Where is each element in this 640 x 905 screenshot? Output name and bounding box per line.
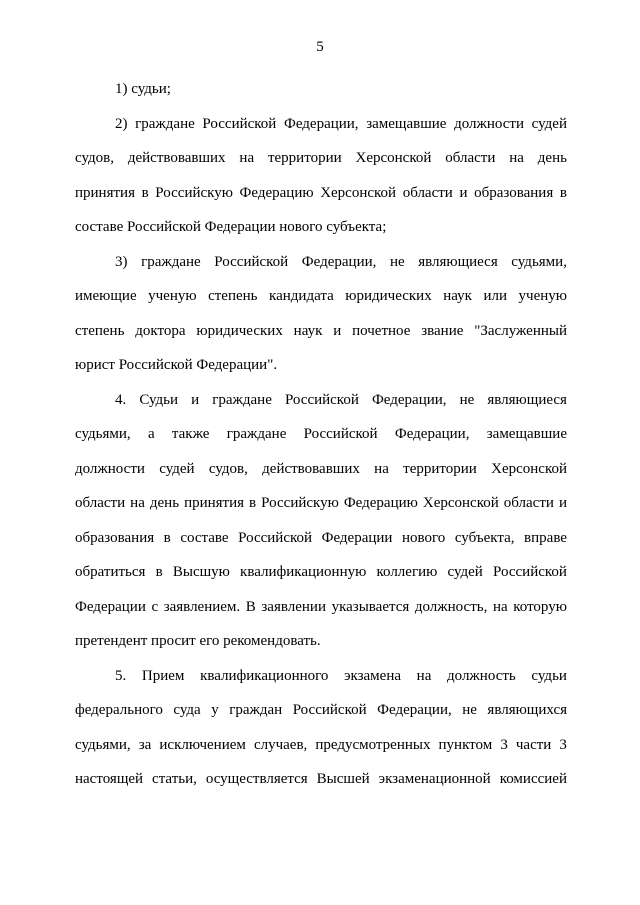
text-line [75, 728, 567, 763]
word: 3 [500, 736, 508, 753]
word: или [483, 288, 508, 304]
word: коллегию [376, 564, 438, 580]
text-line [75, 659, 567, 694]
word: Федерации, [371, 391, 447, 408]
paragraph-5 [75, 659, 567, 797]
word: судей [159, 460, 195, 477]
word: образования [75, 529, 155, 546]
word: территории [267, 150, 342, 166]
word: судьями, [75, 736, 131, 753]
word: у [211, 702, 219, 718]
word: нового [401, 529, 446, 546]
word: судов, [208, 460, 248, 477]
word: Высшую [172, 564, 230, 580]
word: части [515, 736, 552, 753]
word: Федерации, [394, 426, 470, 442]
word: Федерации [75, 598, 146, 615]
word: наук [293, 322, 323, 339]
word: замещавшие [366, 115, 447, 132]
word: указывается [331, 598, 410, 615]
word: в [141, 184, 149, 201]
word: предусмотренных [315, 736, 431, 753]
text-line [75, 314, 567, 349]
text-line [75, 176, 567, 211]
word: степень [208, 288, 258, 304]
word: на [509, 150, 524, 166]
text-line: юрист Российской Федерации". [75, 357, 278, 373]
word: должность, [414, 598, 488, 615]
text-line [75, 521, 567, 556]
word: Федерации, [301, 253, 377, 270]
word: на [492, 598, 508, 615]
word: не [389, 253, 405, 270]
word: юридических [196, 322, 283, 339]
paragraph-4 [75, 383, 567, 659]
word: в [155, 564, 163, 580]
word: Федерации [321, 529, 393, 546]
word: суда [173, 702, 201, 718]
word: не [459, 391, 475, 408]
word: должности [75, 460, 145, 477]
word: Херсонской [422, 495, 499, 511]
word: наук [443, 288, 472, 304]
paragraph-2 [75, 107, 567, 245]
word: экзаменационной [378, 771, 491, 787]
word: в [163, 529, 171, 546]
word: заявлении [261, 598, 326, 615]
word: действовавших [262, 460, 360, 477]
word: Российскую [155, 184, 233, 201]
word: юридических [345, 288, 432, 304]
word: Судьи [139, 391, 179, 408]
word: Федерацию [343, 495, 418, 511]
word: кандидата [269, 288, 334, 304]
word: области [402, 184, 453, 201]
word: Российской [214, 253, 289, 270]
word: Прием [141, 667, 185, 684]
word: квалификационного [200, 667, 329, 684]
word: Федерации, [377, 702, 452, 718]
word: Российской [292, 702, 367, 718]
word: за [138, 736, 152, 753]
word: граждане [212, 391, 272, 408]
word: образования [474, 184, 554, 201]
word: 2) [115, 115, 128, 132]
paragraph-3 [75, 245, 567, 383]
word: 5. [115, 667, 127, 684]
word: граждан [229, 702, 283, 718]
text-line [75, 486, 567, 521]
word: доктора [135, 322, 186, 339]
word: на [416, 667, 432, 684]
text-line [75, 141, 567, 176]
text-line: составе Российской Федерации нового субъекта; [75, 219, 387, 235]
word: являющиеся [418, 253, 498, 270]
word: Российской [202, 115, 277, 132]
word: вправе [524, 529, 567, 546]
word: должности [454, 115, 525, 132]
word: являющихся [487, 702, 567, 718]
word: судьями, [511, 253, 567, 270]
word: случаев, [253, 736, 308, 753]
word: Российской [493, 564, 567, 580]
word: звание [421, 322, 464, 339]
word: граждане [135, 115, 195, 132]
text-line: претендент просит его рекомендовать. [75, 633, 321, 649]
word: Херсонской [491, 460, 567, 477]
word: на [239, 150, 255, 166]
word: действовавших [127, 150, 226, 166]
text-line [75, 762, 567, 797]
word: являющиеся [487, 391, 567, 408]
word: составе [180, 529, 229, 546]
text-line [75, 417, 567, 452]
text-line [75, 245, 567, 280]
word: Российской [238, 529, 313, 546]
word: день [149, 495, 180, 511]
word: почетное [352, 322, 411, 339]
text-line [75, 590, 567, 625]
word: области [503, 495, 554, 511]
word: Высшей [316, 771, 370, 787]
word: и [459, 184, 468, 201]
word: территории [403, 460, 477, 477]
word: квалификационную [240, 564, 367, 580]
word: принятия [75, 184, 135, 201]
word: и [558, 495, 567, 511]
word: Российской [303, 426, 378, 442]
paragraph-1 [75, 72, 567, 107]
word: области [445, 150, 496, 166]
word: 4. [115, 391, 127, 408]
word: настоящей [75, 771, 144, 787]
word: в [249, 495, 257, 511]
word: экзамена [344, 667, 402, 684]
word: пунктом [438, 736, 493, 753]
word: на [130, 495, 145, 511]
word: Российской [284, 391, 359, 408]
word: судьи [531, 667, 567, 684]
word: граждане [141, 253, 201, 270]
word: Федерацию [239, 184, 314, 201]
word: и [191, 391, 200, 408]
word: степень [75, 322, 125, 339]
word: ученую [148, 288, 197, 304]
word: федерального [75, 702, 163, 718]
word: области [75, 495, 126, 511]
word: судов, [75, 150, 114, 166]
word: исключением [159, 736, 246, 753]
word: Херсонской [320, 184, 397, 201]
word: статьи, [152, 771, 197, 787]
word: в [559, 184, 567, 201]
word: и [333, 322, 342, 339]
word: судьями, [75, 426, 131, 442]
text-line [75, 452, 567, 487]
word: имеющие [75, 288, 137, 304]
word: которую [513, 598, 567, 615]
word: должность [447, 667, 516, 684]
word: 3) [115, 253, 128, 270]
word: комиссией [499, 771, 567, 787]
word: 3 [559, 736, 567, 753]
word: осуществляется [205, 771, 308, 787]
word: граждане [226, 426, 287, 442]
word: замещавшие [486, 426, 567, 442]
word: не [462, 702, 477, 718]
text-line: 1) судьи; [115, 81, 171, 97]
word: субъекта, [454, 529, 515, 546]
word: ученую [518, 288, 567, 304]
word: В [245, 598, 256, 615]
page-number: 5 [316, 39, 324, 55]
word: судей [531, 115, 567, 132]
word: Российскую [261, 495, 339, 511]
word: Херсонской [355, 150, 432, 166]
text-line [75, 107, 567, 142]
word: заявлением. [163, 598, 241, 615]
word: а [147, 426, 155, 442]
text-line [75, 555, 567, 590]
word: обратиться [75, 564, 146, 580]
word: с [151, 598, 159, 615]
word: "Заслуженный [474, 322, 567, 339]
word: судей [447, 564, 483, 580]
text-line [75, 693, 567, 728]
document-body [75, 72, 567, 797]
word: на [374, 460, 389, 477]
word: Федерации, [283, 115, 359, 132]
text-line [75, 383, 567, 418]
word: день [537, 150, 567, 166]
word: также [171, 426, 210, 442]
text-line [75, 279, 567, 314]
word: принятия [184, 495, 245, 511]
